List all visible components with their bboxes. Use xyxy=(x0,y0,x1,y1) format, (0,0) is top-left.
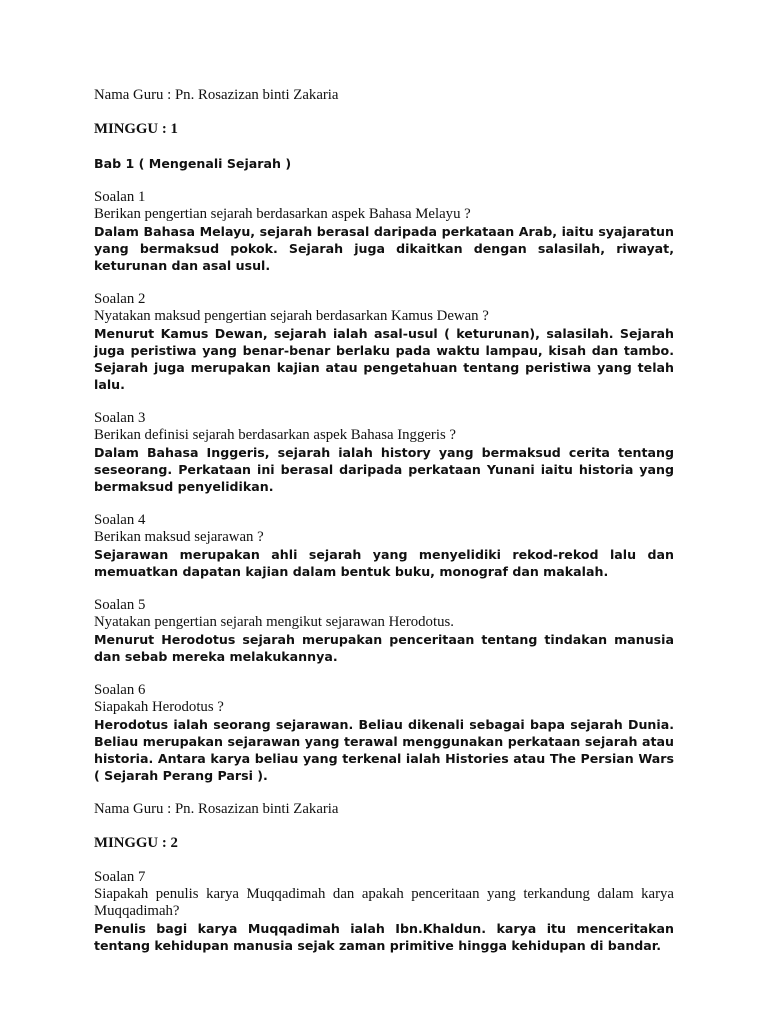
answer-text: Herodotus ialah seorang sejarawan. Beliau dikenali sebagai bapa sejarah Dunia. Beliau merupakan sejarawan yang terawal menggunakan perkataan sejarah atau historia. Antara karya beliau yang terkenal ialah Histories atau The Persian Wars ( Sejarah Perang Parsi ). xyxy=(94,717,674,783)
question-text: Berikan definisi sejarah berdasarkan aspek Bahasa Inggeris ? xyxy=(94,427,456,443)
question-text: Berikan pengertian sejarah berdasarkan aspek Bahasa Melayu ? xyxy=(94,206,471,222)
question-text: Berikan maksud sejarawan ? xyxy=(94,529,264,545)
teacher-name-1: Nama Guru : Pn. Rosazizan binti Zakaria xyxy=(94,87,339,103)
question-block-6 xyxy=(94,682,674,784)
answer-text: Menurut Kamus Dewan, sejarah ialah asal-usul ( keturunan), salasilah. Sejarah juga peristiwa yang benar-benar berlaku pada waktu lampau, kisah dan tambo. Sejarah juga merupakan kajian atau pengetahuan tentang peristiwa yang telah lalu. xyxy=(94,326,674,392)
answer-text: Sejarawan merupakan ahli sejarah yang menyelidiki rekod-rekod lalu dan memuatkan dapatan kajian dalam bentuk buku, monograf dan makalah. xyxy=(94,547,674,579)
question-block-5 xyxy=(94,597,674,665)
question-label: Soalan 5 xyxy=(94,597,146,613)
answer-text: Dalam Bahasa Melayu, sejarah berasal daripada perkataan Arab, iaitu syajaratun yang bermaksud pokok. Sejarah juga dikaitkan dengan salasilah, riwayat, keturunan dan asal usul. xyxy=(94,224,674,273)
question-label: Soalan 2 xyxy=(94,291,146,307)
week-heading-2: MINGGU : 2 xyxy=(94,835,178,851)
answer-text: Menurut Herodotus sejarah merupakan penceritaan tentang tindakan manusia dan sebab mereka melakukannya. xyxy=(94,632,674,664)
question-block-4 xyxy=(94,512,674,580)
question-text: Siapakah penulis karya Muqqadimah dan apakah penceritaan yang terkandung dalam karya Muqqadimah? xyxy=(94,886,674,919)
question-label: Soalan 7 xyxy=(94,869,146,885)
question-block-3 xyxy=(94,410,674,495)
week-heading-1: MINGGU : 1 xyxy=(94,121,178,137)
question-label: Soalan 4 xyxy=(94,512,146,528)
answer-text: Dalam Bahasa Inggeris, sejarah ialah history yang bermaksud cerita tentang seseorang. Perkataan ini berasal daripada perkataan Yunani iaitu historia yang bermaksud penyelidikan. xyxy=(94,445,674,494)
question-block-1 xyxy=(94,189,674,274)
chapter-heading: Bab 1 ( Mengenali Sejarah ) xyxy=(94,156,292,171)
question-label: Soalan 6 xyxy=(94,682,146,698)
answer-text: Penulis bagi karya Muqqadimah ialah Ibn.Khaldun. karya itu menceritakan tentang kehidupan manusia sejak zaman primitive hingga kehidupan di bandar. xyxy=(94,921,674,953)
question-text: Nyatakan maksud pengertian sejarah berdasarkan Kamus Dewan ? xyxy=(94,308,489,324)
question-label: Soalan 3 xyxy=(94,410,146,426)
question-label: Soalan 1 xyxy=(94,189,146,205)
question-block-7 xyxy=(94,869,674,954)
question-text: Nyatakan pengertian sejarah mengikut sejarawan Herodotus. xyxy=(94,614,454,630)
teacher-name-2: Nama Guru : Pn. Rosazizan binti Zakaria xyxy=(94,801,339,817)
question-text: Siapakah Herodotus ? xyxy=(94,699,224,715)
question-block-2 xyxy=(94,291,674,393)
